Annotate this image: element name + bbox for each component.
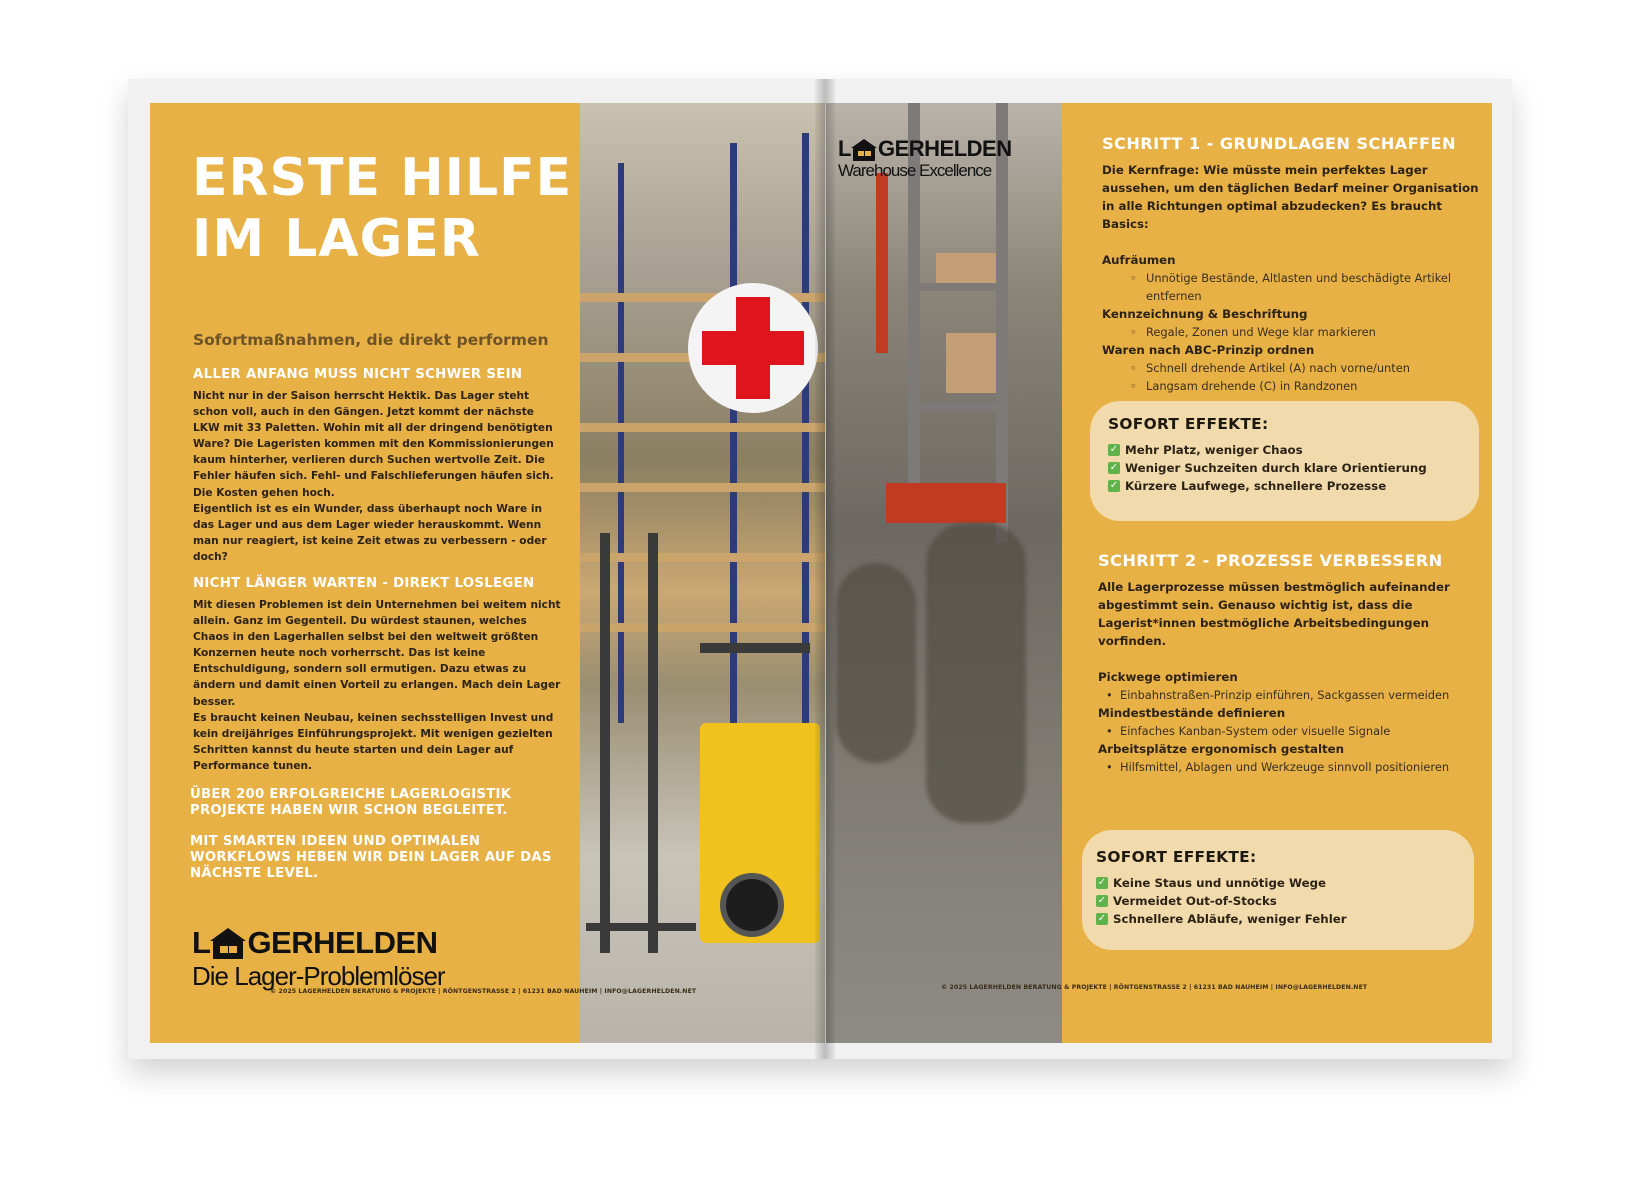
claim-projects: ÜBER 200 ERFOLGREICHE LAGERLOGISTIK PROJEKTE HABEN WIR SCHON BEGLEITET.: [190, 787, 512, 818]
claim-workflows: MIT SMARTEN IDEEN UND OPTIMALEN WORKFLOWS HEBEN WIR DEIN LAGER AUF DAS NÄCHSTE LEVEL.: [190, 834, 552, 881]
step1-heading: SCHRITT 1 - GRUNDLAGEN SCHAFFEN: [1102, 134, 1456, 153]
list-item-title: Arbeitsplätze ergonomisch gestalten: [1098, 742, 1345, 756]
warehouse-house-icon: [851, 139, 877, 161]
warehouse-forklift-photo: [580, 103, 825, 1043]
logo-wordmark: GERHELDEN: [877, 136, 1012, 161]
lagerhelden-logo-small: [838, 137, 1053, 180]
checkmark-icon: ✓: [1097, 895, 1107, 906]
first-aid-cross-icon: [688, 283, 818, 413]
effect-item: ✓ Keine Staus und unnötige Wege: [1097, 876, 1327, 890]
page-footer: © 2025 LAGERHELDEN BERATUNG & PROJEKTE | RÖNTGENSTRASSE 2 | 61231 BAD NAUHEIM | INFO@LAGERHELDEN.NET: [270, 988, 697, 995]
checkmark-icon: ✓: [1109, 444, 1119, 455]
list-item: ◦ Schnell drehende Artikel (A) nach vorne/unten: [1102, 359, 1482, 377]
page-title: ERSTE HILFE IM LAGER: [192, 148, 573, 269]
section1-paragraph: Eigentlich ist es ein Wunder, dass überhaupt noch Ware in das Lager und aus dem Lager wieder herauskommt. Wenn man nur reagiert, ist keine Zeit etwas zu verbessern - oder doch?: [193, 502, 547, 563]
checkmark-icon: ✓: [1097, 913, 1107, 924]
list-item: • Hilfsmittel, Ablagen und Werkzeuge sinnvoll positionieren: [1098, 758, 1483, 776]
list-item: ◦ Regale, Zonen und Wege klar markieren: [1102, 323, 1482, 341]
section2-heading: NICHT LÄNGER WARTEN - DIREKT LOSLEGEN: [193, 576, 535, 591]
right-page: [826, 103, 1492, 1043]
list-item-title: Waren nach ABC-Prinzip ordnen: [1102, 343, 1315, 357]
list-item: ◦ Unnötige Bestände, Altlasten und beschädigte Artikel entfernen: [1102, 269, 1482, 305]
checkmark-icon: ✓: [1109, 480, 1119, 491]
effect-item: ✓ Weniger Suchzeiten durch klare Orientierung: [1109, 461, 1427, 475]
page-footer: © 2025 LAGERHELDEN BERATUNG & PROJEKTE | RÖNTGENSTRASSE 2 | 61231 BAD NAUHEIM | INFO@LAGERHELDEN.NET: [941, 984, 1368, 991]
section1-body: [193, 388, 563, 565]
effect-item: ✓ Vermeidet Out-of-Stocks: [1097, 894, 1277, 908]
effect-item: ✓ Schnellere Abläufe, weniger Fehler: [1097, 912, 1347, 926]
effects-heading: SOFORT EFFEKTE:: [1096, 848, 1257, 866]
effects-box-step2: [1082, 830, 1474, 950]
logo-letter: L: [838, 136, 851, 161]
section2-paragraph: Es braucht keinen Neubau, keinen sechsstelligen Invest und kein dreijähriges Einführungsprojekt. Mit wenigen gezielten Schritten kannst du heute starten und dein Lager auf Performance tunen.: [193, 711, 554, 772]
warehouse-workers-photo: [826, 103, 1062, 1043]
step1-list: [1102, 251, 1482, 395]
list-item-title: Pickwege optimieren: [1098, 670, 1238, 684]
list-item: • Einbahnstraßen-Prinzip einführen, Sackgassen vermeiden: [1098, 686, 1483, 704]
effects-heading: SOFORT EFFEKTE:: [1108, 415, 1269, 433]
list-item-title: Mindestbestände definieren: [1098, 706, 1286, 720]
step1-intro: Die Kernfrage: Wie müsste mein perfektes Lager aussehen, um den täglichen Bedarf meiner Organisation in alle Richtungen optimal abzudecken? Es braucht Basics:: [1102, 163, 1479, 231]
step2-section: [1098, 551, 1483, 776]
step2-list: [1098, 668, 1483, 776]
page-subtitle: Sofortmaßnahmen, die direkt performen: [193, 331, 549, 349]
effect-item: ✓ Mehr Platz, weniger Chaos: [1109, 443, 1303, 457]
logo-wordmark: GERHELDEN: [247, 925, 438, 960]
checkmark-icon: ✓: [1097, 877, 1107, 888]
section2-paragraph: Mit diesen Problemen ist dein Unternehmen bei weitem nicht allein. Ganz im Gegenteil. Du würdest staunen, welches Chaos in den Lagerhallen selbst bei den weltweit größten Konzernen heute noch vorherrscht. Das ist keine Entschuldigung, sondern soll ermutigen. Dazu etwas zu ändern und damit einen Vorteil zu erlangen. Mach dein Lager besser.: [193, 599, 561, 708]
section2-body: [193, 597, 563, 774]
list-item: • Einfaches Kanban-System oder visuelle Signale: [1098, 722, 1483, 740]
list-item-title: Kennzeichnung & Beschriftung: [1102, 307, 1308, 321]
logo-tagline: Warehouse Excellence: [838, 161, 992, 180]
list-item-title: Aufräumen: [1102, 253, 1176, 267]
left-page: [150, 103, 825, 1043]
section1-heading: ALLER ANFANG MUSS NICHT SCHWER SEIN: [193, 367, 523, 382]
logo-letter: L: [192, 925, 211, 960]
magazine-spine: [815, 79, 835, 1059]
step1-section: [1102, 134, 1482, 395]
effect-item: ✓ Kürzere Laufwege, schnellere Prozesse: [1109, 479, 1387, 493]
logo-tagline: Die Lager-Problemlöser: [192, 961, 445, 991]
step2-intro: Alle Lagerprozesse müssen bestmöglich aufeinander abgestimmt sein. Genauso wichtig ist, dass die Lagerist*innen bestmögliche Arbeitsbedingungen vorfinden.: [1098, 580, 1450, 648]
lagerhelden-logo: [192, 926, 512, 990]
section1-paragraph: Nicht nur in der Saison herrscht Hektik. Das Lager steht schon voll, auch in den Gängen. Jetzt kommt der nächste LKW mit 33 Paletten. Wohin mit all der dringend benötigten Ware? Die Lageristen kommen mit den Kommissionierungen kaum hinterher, verlieren durch Suchen wertvolle Zeit. Die Fehler häufen sich. Fehl- und Falschlieferungen häufen sich. Die Kosten gehen hoch.: [193, 390, 554, 499]
warehouse-house-icon: [210, 928, 246, 959]
effects-box-step1: [1090, 401, 1479, 521]
step2-heading: SCHRITT 2 - PROZESSE VERBESSERN: [1098, 551, 1443, 570]
list-item: ◦ Langsam drehende (C) in Randzonen: [1102, 377, 1482, 395]
checkmark-icon: ✓: [1109, 462, 1119, 473]
